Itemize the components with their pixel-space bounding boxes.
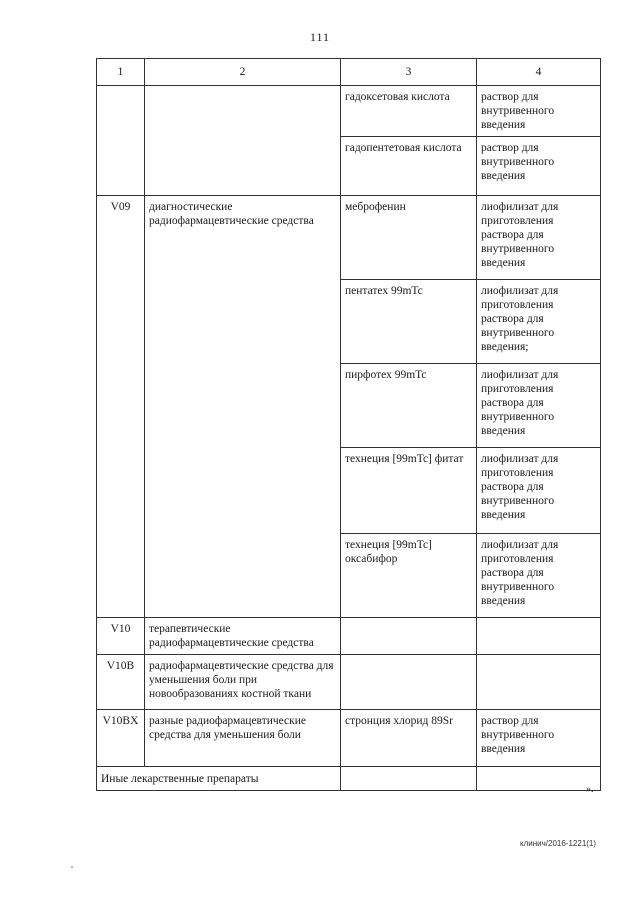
atc-code-cell: V10B xyxy=(97,655,145,710)
form-cell: лиофилизат для приготовления раствора для внутривенного введения xyxy=(477,364,601,448)
group-cell xyxy=(145,86,341,196)
form-cell: раствор для внутривенного введения xyxy=(477,710,601,767)
page-number: 111 xyxy=(309,30,331,44)
closing-quote-mark: ». xyxy=(586,784,594,795)
form-cell: лиофилизат для приготовления раствора для внутривенного введения xyxy=(477,196,601,280)
table-row xyxy=(97,86,601,137)
column-number: 4 xyxy=(477,59,601,86)
substance-cell xyxy=(341,618,477,655)
form-cell: раствор для внутривенного введения xyxy=(477,86,601,137)
form-cell xyxy=(477,655,601,710)
group-cell: радиофармацевтические средства для уменьшения боли при новообразованиях костной ткани xyxy=(145,655,341,710)
substance-cell: пирфотех 99mTc xyxy=(341,364,477,448)
atc-code-cell: V10 xyxy=(97,618,145,655)
substance-cell xyxy=(341,655,477,710)
group-cell: разные радиофармацевтические средства для уменьшения боли xyxy=(145,710,341,767)
drug-table xyxy=(96,58,601,791)
scan-speck xyxy=(71,866,73,868)
form-cell: раствор для внутривенного введения xyxy=(477,137,601,196)
group-cell: терапевтические радиофармацевтические средства xyxy=(145,618,341,655)
form-cell: лиофилизат для приготовления раствора для внутривенного введения xyxy=(477,534,601,618)
other-drugs-label: Иные лекарственные препараты xyxy=(97,767,341,791)
substance-cell: гадопентетовая кислота xyxy=(341,137,477,196)
group-cell: диагностические радиофармацевтические средства xyxy=(145,196,341,618)
column-number: 3 xyxy=(341,59,477,86)
substance-cell: технеция [99mTc] фитат xyxy=(341,448,477,534)
atc-code-cell: V10BX xyxy=(97,710,145,767)
substance-cell: технеция [99mTc] оксабифор xyxy=(341,534,477,618)
table-row xyxy=(97,655,601,710)
column-number: 1 xyxy=(97,59,145,86)
table-row xyxy=(97,710,601,767)
substance-cell: гадоксетовая кислота xyxy=(341,86,477,137)
table-row xyxy=(97,767,601,791)
document-code: клинич/2016-1221(1) xyxy=(520,839,597,848)
table-row xyxy=(97,196,601,280)
table-row xyxy=(97,618,601,655)
atc-code-cell xyxy=(97,86,145,196)
column-number-row xyxy=(97,59,601,86)
substance-cell: меброфенин xyxy=(341,196,477,280)
substance-cell: стронция хлорид 89Sr xyxy=(341,710,477,767)
form-cell: лиофилизат для приготовления раствора для внутривенного введения xyxy=(477,448,601,534)
empty-cell xyxy=(341,767,477,791)
empty-cell xyxy=(477,767,601,791)
form-cell: лиофилизат для приготовления раствора для внутривенного введения; xyxy=(477,280,601,364)
atc-code-cell: V09 xyxy=(97,196,145,618)
substance-cell: пентатех 99mTc xyxy=(341,280,477,364)
column-number: 2 xyxy=(145,59,341,86)
form-cell xyxy=(477,618,601,655)
